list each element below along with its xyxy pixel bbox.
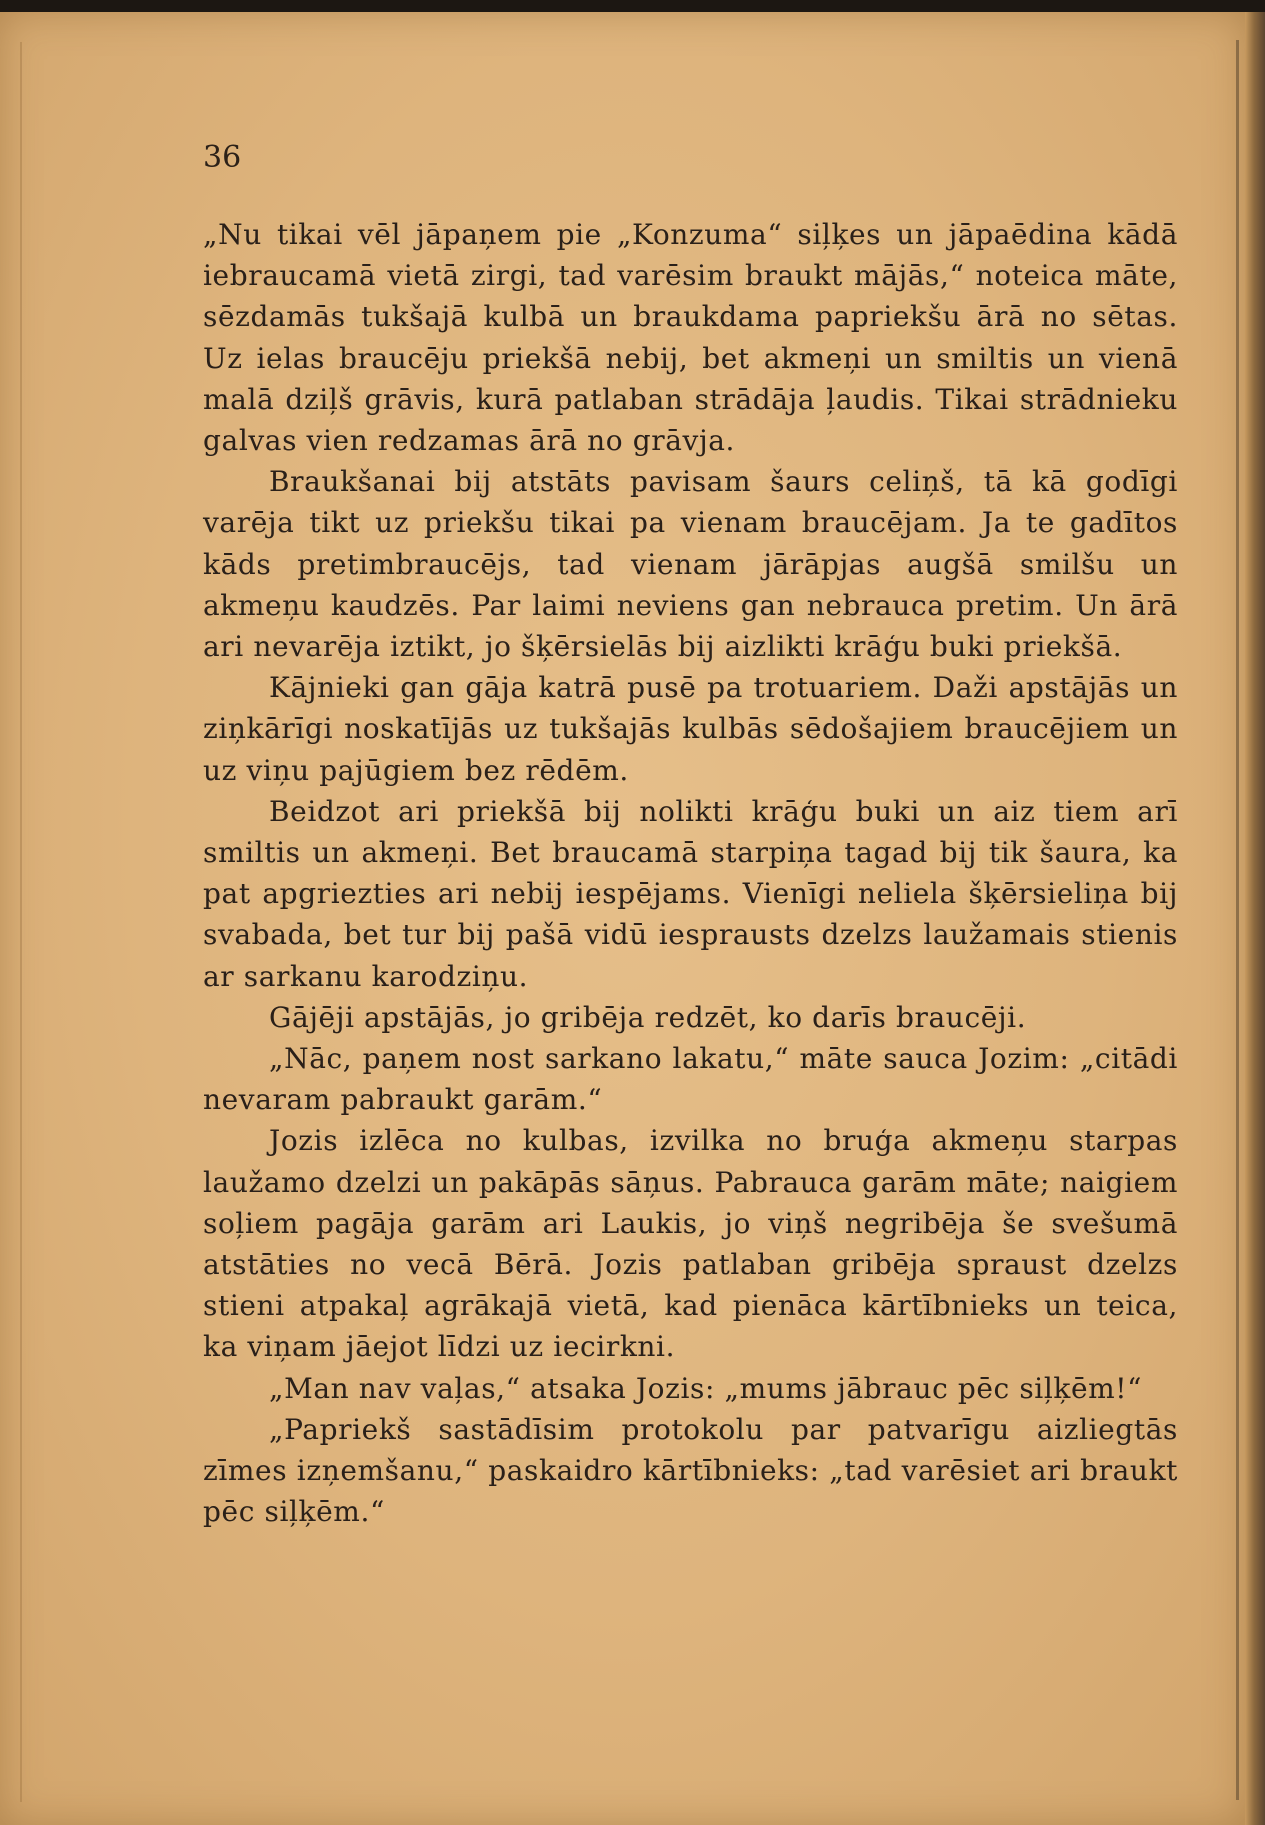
paragraph: Kājnieki gan gāja katrā pusē pa trotuariem. Daži apstājās un ziņkārīgi noskatījās uz tukšajās kulbās sēdošajiem braucējiem un uz viņu pajūgiem bez rēdēm.: [203, 671, 1178, 787]
paragraph: Gājēji apstājās, jo gribēja redzēt, ko darīs braucēji.: [269, 1000, 1027, 1034]
binding-line: [1236, 40, 1239, 1800]
page-number: 36: [203, 140, 242, 175]
paragraph: „Man nav vaļas,“ atsaka Jozis: „mums jābrauc pēc siļķēm!“: [269, 1371, 1143, 1405]
paragraph: „Nāc, paņem nost sarkano lakatu,“ māte sauca Jozim: „citādi nevaram pabraukt garām.“: [203, 1042, 1178, 1117]
paragraph: „Nu tikai vēl jāpaņem pie „Konzuma“ siļķes un jāpaēdina kādā iebraucamā vietā zirgi, tad varēsim braukt mājās,“ noteica māte, sēzdamās tukšajā kulbā un braukdama papriekšu ārā no sētas. Uz ielas braucēju priekšā nebij, bet akmeņi un smiltis un vienā malā dziļš grāvis, kurā patlaban strādāja ļaudis. Tikai strādnieku galvas vien redzamas ārā no grāvja.: [203, 218, 1178, 458]
paragraph: Beidzot ari priekšā bij nolikti krāģu buki un aiz tiem arī smiltis un akmeņi. Bet braucamā starpiņa tagad bij tik šaura, ka pat apgriezties ari nebij iespējams. Vienīgi neliela šķērsieliņa bij svabada, bet tur bij pašā vidū iesprausts dzelzs laužamais stienis ar sarkanu karodziņu.: [203, 794, 1178, 993]
paragraph: „Papriekš sastādīsim protokolu par patvarīgu aizliegtās zīmes izņemšanu,“ paskaidro kārtībnieks: „tad varēsiet ari braukt pēc siļķēm.“: [203, 1412, 1178, 1529]
page-left-rule: [20, 42, 22, 1802]
paragraph: Jozis izlēca no kulbas, izvilka no bruģa akmeņu starpas laužamo dzelzi un pakāpās sāņus. Pabrauca garām māte; naigiem soļiem pagāja garām ari Laukis, jo viņš negribēja še svešumā atstāties no vecā Bērā. Jozis patlaban gribēja spraust dzelzs stieni atpakaļ agrākajā vietā, kad pienāca kārtībnieks un teica, ka viņam jāejot līdzi uz iecirkni.: [203, 1124, 1178, 1364]
paragraph: Braukšanai bij atstāts pavisam šaurs celiņš, tā kā godīgi varēja tikt uz priekšu tikai pa vienam braucējam. Ja te gadītos kāds pretimbraucējs, tad vienam jārāpjas augšā smilšu un akmeņu kaudzēs. Par laimi neviens gan nebrauca pretim. Un ārā ari nevarēja iztikt, jo šķērsielās bij aizlikti krāģu buki priekšā.: [203, 465, 1178, 664]
book-gutter: [1245, 12, 1265, 1825]
scan-top-edge: [0, 0, 1265, 12]
body-text: [203, 214, 1178, 1533]
